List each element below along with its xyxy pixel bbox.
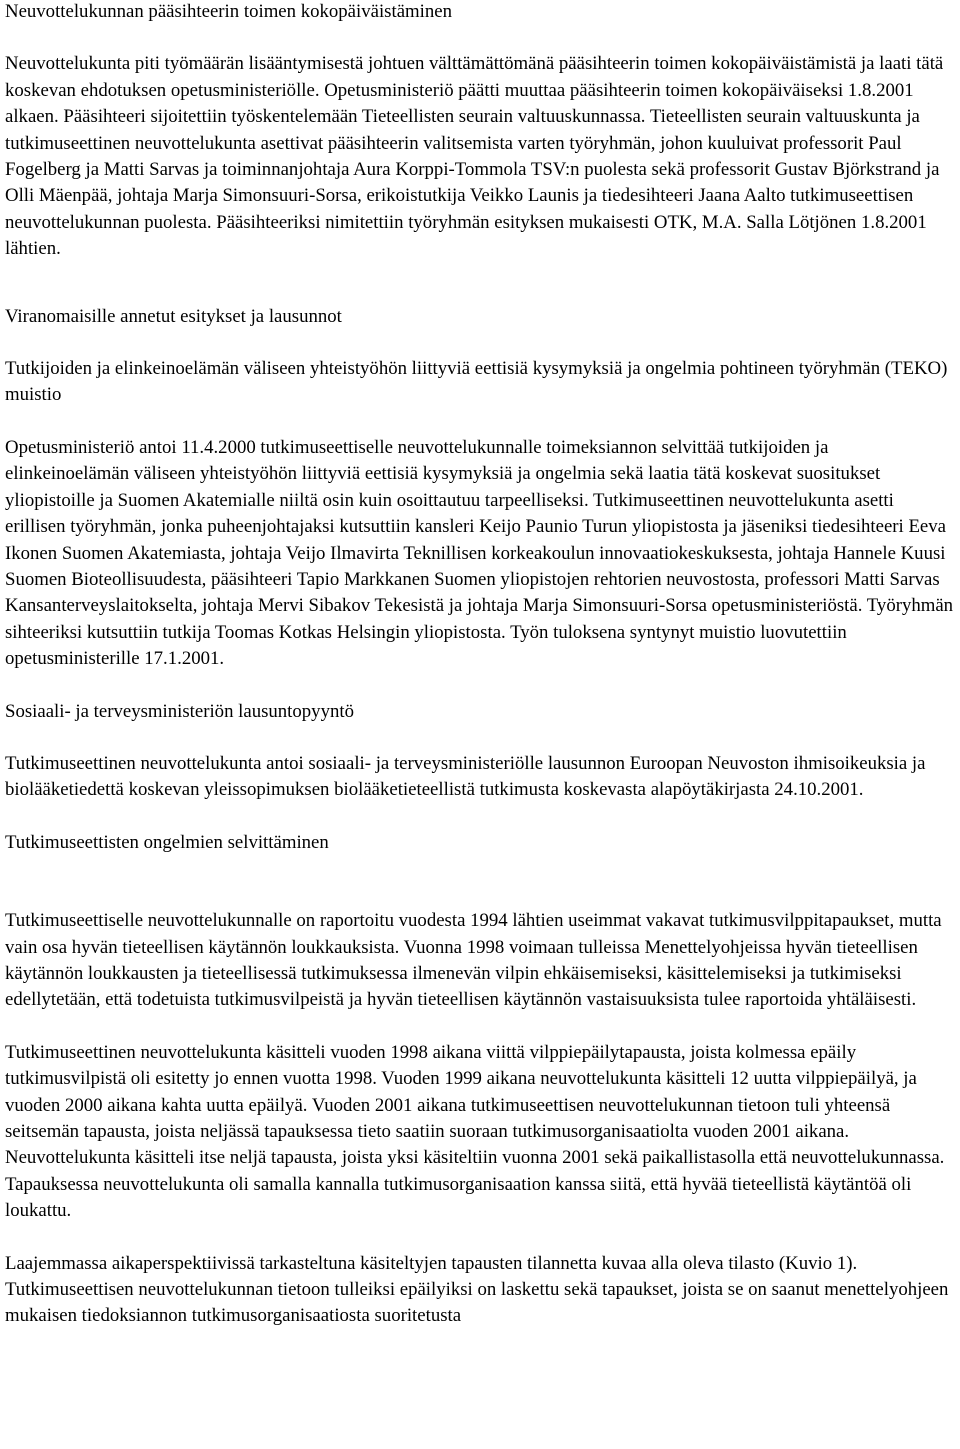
section-heading-pasihteeri: Neuvottelukunnan pääsihteerin toimen kokopäiväistäminen: [5, 1, 452, 22]
paragraph-teko: Opetusministeriö antoi 11.4.2000 tutkimuseettiselle neuvottelukunnalle toimeksiannon selvittää tutkijoiden ja elinkeinoelämän väliseen yhteistyöhön liittyviä eettisiä kysymyksiä ja ongelmia sekä laatia tätä koskevat suositukset yliopistoille ja Suomen Akatemialle niiltä osin kuin osoittautuu tarpeelliseksi. Tutkimuseettinen neuvottelukunta asetti erillisen työryhmän, jonka puheenjohtajaksi kutsuttiin kansleri Keijo Paunio Turun yliopistosta ja jäseniksi tiedesihteeri Eeva Ikonen Suomen Akatemiasta, johtaja Veijo Ilmavirta Teknillisen korkeakoulun innovaatiokeskuksesta, johtaja Hannele Kuusi Suomen Bioteollisuudesta, pääsihteeri Tapio Markkanen Suomen yliopistojen rehtorien neuvostosta, professori Matti Sarvas Kansanterveyslaitokselta, johtaja Mervi Sibakov Tekesistä ja johtaja Marja Simonsuuri-Sorsa opetusministeriöstä. Työryhmän sihteeriksi kutsuttiin tutkija Toomas Kotkas Helsingin yliopistosta. Työn tuloksena syntynyt muistio luovutettiin opetusministerille 17.1.2001.: [5, 436, 954, 670]
paragraph-aikaperspektiivi: Laajemmassa aikaperspektiivissä tarkasteltuna käsiteltyjen tapausten tilannetta kuvaa alla oleva tilasto (Kuvio 1). Tutkimuseettisen neuvottelukunnan tietoon tulleiksi epäilyiksi on laskettu sekä tapaukset, joista se on saanut menettelyohjeen mukaisen tiedoksiannon tutkimusorganisaatiosta suoritetusta: [5, 1252, 949, 1327]
paragraph-raportointi: Tutkimuseettiselle neuvottelukunnalle on raportoitu vuodesta 1994 lähtien useimmat vakavat tutkimusvilppitapaukset, mutta vain osa hyvän tieteellisen käytännön loukkauksista. Vuonna 1998 voimaan tulleissa Menettelyohjeissa hyvän tieteellisen käytännön loukkausten ja tieteellisessä tutkimuksessa ilmenevän vilpin ehkäisemiseksi, käsittelemiseksi ja tutkimiseksi edellytetään, että todetuista tutkimusvilpeistä ja hyvän tieteellisen käytännön vastaisuuksista tulee raportoida yhtäläisesti.: [5, 910, 942, 1011]
paragraph-pasihteeri: Neuvottelukunta piti työmäärän lisääntymisestä johtuen välttämättömänä pääsihteerin toimen kokopäiväistämistä ja laati tätä koskevan ehdotuksen opetusministeriölle. Opetusministeriö päätti muuttaa pääsihteerin toimen kokopäiväiseksi 1.8.2001 alkaen. Pääsihteeri sijoitettiin työskentelemään Tieteellisten seurain valtuuskunnassa. Tieteellisten seurain valtuuskunta ja tutkimuseettinen neuvottelukunta asettivat pääsihteerin valitsemista varten työryhmän, johon kuuluivat professorit Paul Fogelberg ja Matti Sarvas ja toiminnanjohtaja Aura Korppi-Tommola TSV:n puolesta sekä professorit Gustav Björkstrand ja Olli Mäenpää, johtaja Marja Simonsuuri-Sorsa, erikoistutkija Veikko Launis ja tiedesihteeri Jaana Aalto tutkimuseettisen neuvottelukunnan puolesta. Pääsihteeriksi nimitettiin työryhmän esityksen mukaisesti OTK, M.A. Salla Lötjönen 1.8.2001 lähtien.: [5, 53, 944, 260]
paragraph-stm: Tutkimuseettinen neuvottelukunta antoi sosiaali- ja terveysministeriölle lausunnon Euroopan Neuvoston ihmisoikeuksia ja biolääketiedettä koskevan yleissopimuksen biolääketieteellistä tutkimusta koskevasta alapöytäkirjasta 24.10.2001.: [5, 752, 926, 801]
subheading-stm-lausuntopyynto: Sosiaali- ja terveysministeriön lausuntopyyntö: [5, 700, 354, 722]
subheading-teko-muistio: Tutkijoiden ja elinkeinoelämän väliseen yhteistyöhön liittyviä eettisiä kysymyksiä ja ongelmia pohtineen työryhmän (TEKO) muistio: [5, 358, 948, 406]
paragraph-vilppitapaukset: Tutkimuseettinen neuvottelukunta käsitteli vuoden 1998 aikana viittä vilppiepäilytapausta, joista kolmessa epäily tutkimusvilpistä oli esitetty jo ennen vuotta 1998. Vuoden 1999 aikana neuvottelukunta käsitteli 12 uutta vilppiepäilyä, ja vuoden 2000 aikana kahta uutta epäilyä. Vuoden 2001 aikana tutkimuseettisen neuvottelukunnan tietoon tuli yhteensä seitsemän tapausta, joista neljässä tapauksessa tieto saatiin suoraan tutkimusorganisaatiolta vuoden 2001 aikana. Neuvottelukunta käsitteli itse neljä tapausta, joista yksi käsiteltiin vuonna 2001 sekä paikallistasolla että neuvottelukunnassa. Tapauksessa neuvottelukunta oli samalla kannalla tutkimusorganisaation kanssa siitä, että hyvää tieteellistä käytäntöä oli loukattu.: [5, 1041, 945, 1222]
section-heading-ongelmat: Tutkimuseettisten ongelmien selvittäminen: [5, 831, 329, 853]
section-heading-viranomaisille: Viranomaisille annetut esitykset ja lausunnot: [5, 305, 342, 327]
